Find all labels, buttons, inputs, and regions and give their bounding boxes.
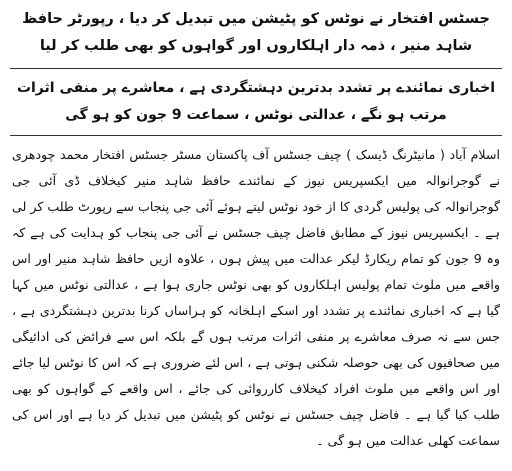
subheadline: اخباری نمائندے پر تشدد بدترین دہشتگردی ہے ، معاشرے پر منفی اثرات مرتب ہو نگے ، عدالتی نوٹس ، سماعت 9 جون کو ہو گی [16, 80, 496, 123]
subheadline-box [10, 68, 502, 136]
headline: جسٹس افتخار نے نوٹس کو پٹیشن میں تبدیل کر دیا ، رپورٹر حافظ شاہد منیر ، ذمہ دار اہلکاروں اور گواہوں کو بھی طلب کر لیا [22, 11, 490, 54]
article-body: اسلام آباد ( مانیٹرنگ ڈیسک ) چیف جسٹس آف پاکستان مسٹر جسٹس افتخار محمد چودھری نے گوجرانوالہ میں ایکسپریس نیوز کے نمائندے حافظ شاہد منیر کیخلاف ڈی آئی جی گوجرانوالہ کی پولیس گردی کا از خود نوٹس لیتے ہوئے آئی جی پنجاب سے رپورٹ طلب کر لی ہے ۔ ایکسپریس نیوز کے مطابق فاضل چیف جسٹس نے آئی جی پنجاب کو ہدایت کی ہے کہ وہ 9 جون کو تمام ریکارڈ لیکر عدالت میں پیش ہوں ، علاوہ ازیں حافظ شاہد منیر اور اس واقعے میں ملوث تمام پولیس اہلکاروں کو بھی نوٹس جاری ہوا ہے ، عدالتی نوٹس میں کہا گیا ہے کہ اخباری نمائندے پر تشدد اور اسکے اہلخانہ کو ہراساں کرنا بدترین دہشتگردی ہے ، جس سے نہ صرف معاشرے پر منفی اثرات مرتب ہوں گے بلکہ اس سے فرائض کی ادائیگی میں صحافیوں کی بھی حوصلہ شکنی ہوتی ہے ، اس لئے ضروری ہے کہ اس کا نوٹس لیا جائے اور اس واقعے میں ملوث افراد کیخلاف کارروائی کی جائے ، اس واقعے کے گواہوں کو بھی طلب کیا گیا ہے ۔ فاضل چیف جسٹس نے نوٹس کو پٹیشن میں تبدیل کر دیا ہے اور اس کی سماعت کھلی عدالت میں ہو گی ۔ [12, 147, 500, 448]
